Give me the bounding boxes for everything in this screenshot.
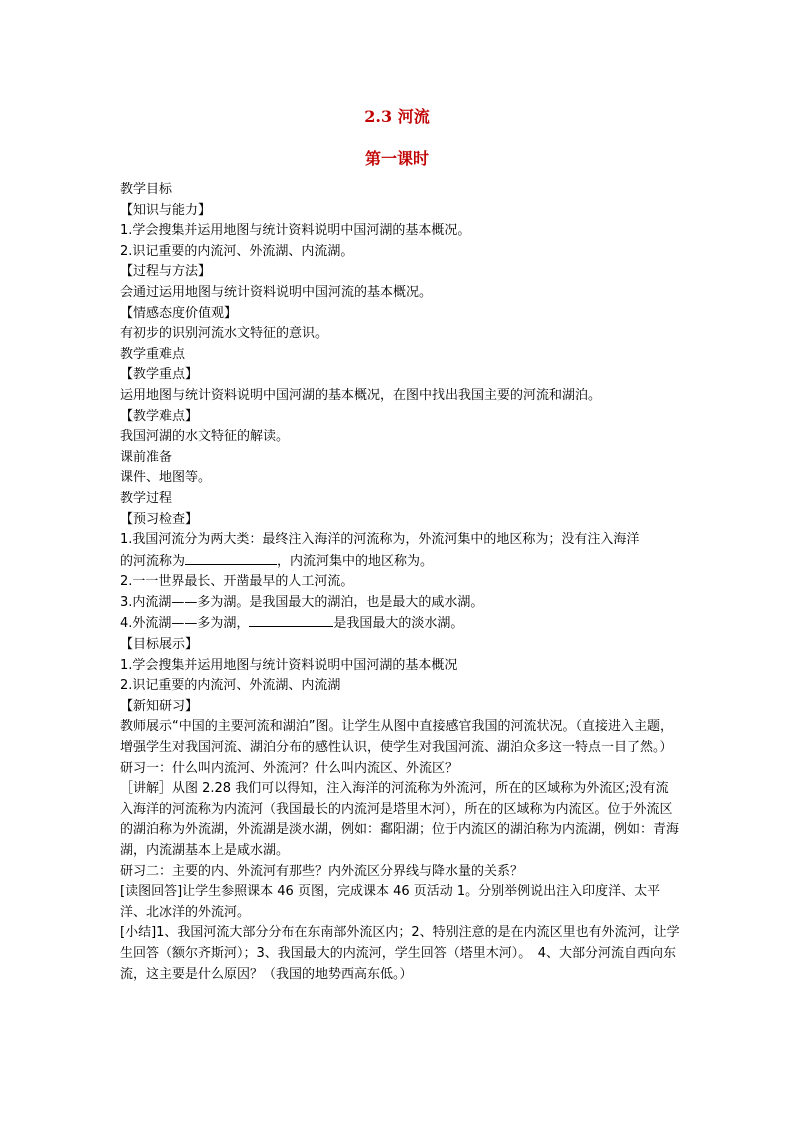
emotion-text: 有初步的识别河流水文特征的意识。	[120, 326, 329, 342]
goal-display-1: 1.学会搜集并运用地图与统计资料说明中国河湖的基本概况	[120, 657, 458, 673]
goal-item-1: 1.学会搜集并运用地图与统计资料说明中国河湖的基本概况。	[120, 223, 471, 239]
goal-item-2: 2.识记重要的内流河、外流湖、内流湖。	[120, 243, 354, 259]
process-text: 会通过运用地图与统计资料说明中国河流的基本概况。	[120, 284, 433, 300]
key-points-text: 运用地图与统计资料说明中国河湖的基本概况，在图中找出我国主要的河流和湖泊。	[120, 387, 602, 403]
fill-blank	[185, 551, 277, 565]
section-knowledge-ability: 【知识与能力】	[120, 202, 212, 218]
question-4-prefix: 4.外流湖——多为湖，	[120, 616, 250, 632]
question-1-suffix: ，内流河集中的地区称为。	[277, 553, 434, 569]
difficulties-text: 我国河湖的水文特征的解读。	[120, 429, 290, 445]
study-one-question: 研习一：什么叫内流河、外流河？什么叫内流区、外流区？	[120, 760, 459, 776]
page-subtitle: 第一课时	[364, 149, 429, 168]
section-new-knowledge: 【新知研习】	[120, 698, 199, 714]
page-title: 2.3 河流	[364, 107, 430, 126]
heading-preparation: 课前准备	[120, 449, 173, 465]
heading-key-difficult: 教学重难点	[120, 346, 186, 362]
heading-teaching-goals: 教学目标	[120, 182, 173, 197]
preparation-text: 课件、地图等。	[120, 470, 212, 486]
section-preview-check: 【预习检查】	[120, 511, 199, 527]
section-goal-display: 【目标展示】	[120, 637, 199, 653]
study-two-question: 研习二：主要的内、外流河有那些？内外流区分界线与降水量的关系？	[120, 863, 524, 879]
goal-display-2: 2.识记重要的内流河、外流湖、内流湖	[120, 678, 341, 694]
summary-paragraph: [小结]1、我国河流大部分分布在东南部外流区内；2、特别注意的是在内流区里也有外流河，让学生回答（额尔齐斯河）；3、我国最大的内流河，学生回答（塔里木河）。 4、大部分河流自西向东流，这主要是什么原因？（我国的地势西高东低。）	[120, 925, 680, 982]
fill-blank	[249, 613, 333, 627]
section-key-points: 【教学重点】	[120, 367, 199, 383]
read-map-paragraph: [读图回答]让学生参照课本 46 页图，完成课本 46 页活动 1。分别举例说出注入印度洋、太平洋、北冰洋的外流河。	[120, 884, 661, 920]
heading-teaching-process: 教学过程	[120, 490, 173, 506]
document-body	[120, 180, 680, 985]
question-1	[120, 530, 680, 572]
question-2: 2.一一世界最长、开凿最早的人工河流。	[120, 574, 354, 590]
section-difficulties: 【教学难点】	[120, 408, 199, 424]
question-1-prefix: 的河流称为	[120, 553, 186, 569]
question-4	[120, 613, 680, 635]
question-4-suffix: 是我国最大的淡水湖。	[333, 616, 464, 632]
question-3: 3.内流湖——多为湖。是我国最大的湖泊，也是最大的咸水湖。	[120, 594, 484, 610]
explanation-paragraph: ［讲解］从图 2.28 我们可以得知，注入海洋的河流称为外流河，所在的区域称为外流区;没有流入海洋的河流称为内流河（我国最长的内流河是塔里木河），所在的区域称为内流区。位于外流区的湖泊称为外流湖，外流湖是淡水湖，例如：鄱阳湖；位于内流区的湖泊称为内流湖，例如：青海湖，内流湖基本上是咸水湖。	[120, 781, 680, 858]
section-process-method: 【过程与方法】	[120, 264, 212, 280]
question-1-line-a: 1.我国河流分为两大类：最终注入海洋的河流称为，外流河集中的地区称为；没有注入海洋	[120, 532, 640, 548]
section-emotion-values: 【情感态度价值观】	[120, 305, 238, 321]
teacher-display-paragraph: 教师展示“中国的主要河流和湖泊”图。让学生从图中直接感官我国的河流状况。（直接进入主题，增强学生对我国河流、湖泊分布的感性认识，使学生对我国河流、湖泊众多这一特点一目了然。）	[120, 719, 673, 756]
